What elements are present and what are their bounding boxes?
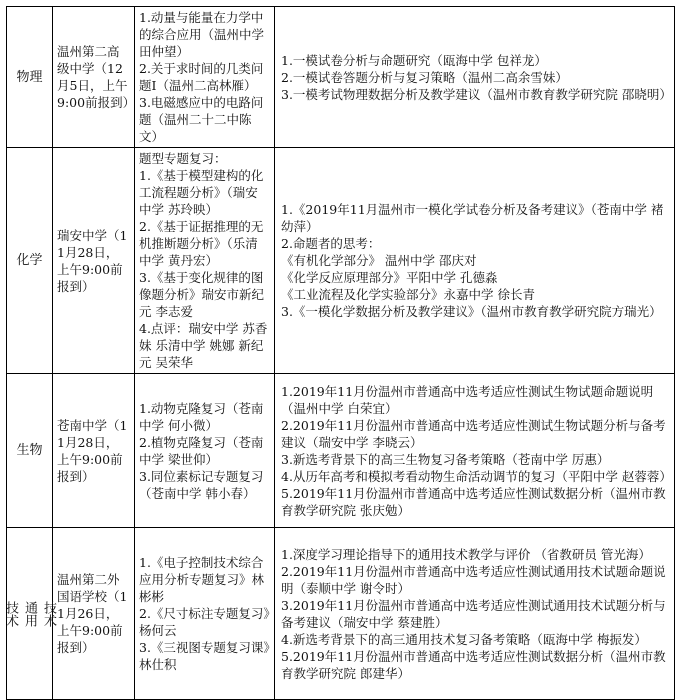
lesson-item: 3.《三视图专题复习课》林仕积	[139, 640, 270, 672]
subject-column: 技术	[3, 600, 18, 627]
lesson-item: 3.同位素标记专题复习（苍南中学 韩小春）	[139, 468, 264, 501]
lesson-item: 1.《基于模型建构的化工流程题分析》（瑞安中学 苏玲映）	[139, 168, 264, 217]
report-item: 2.2019年11月份温州市普通高中选考适应性测试生物试题分析与备考建议（瑞安中学 李晓云）	[281, 417, 666, 450]
lesson-item: 4.点评：瑞安中学 苏香妹 乐清中学 姚娜 新纪元 吴荣华	[139, 321, 268, 370]
subject-column: 通用	[22, 600, 37, 627]
venue-cell	[53, 374, 135, 528]
subject-cell	[7, 374, 53, 528]
subject-label: 物理	[16, 69, 43, 85]
lesson-item: 3.《基于变化规律的图像题分析》瑞安市新纪元 李志爱	[139, 270, 265, 319]
report-item: 3.2019年11月份温州市普通高中选考适应性测试通用技术试题分析与备考建议（瑞安中学 蔡建胜）	[281, 597, 666, 630]
lesson-item: 3.电磁感应中的电路问题（温州二十二中陈文）	[139, 95, 264, 144]
report-item: 1.深度学习理论指导下的通用技术教学与评价 （省教研员 管光海）	[281, 546, 651, 562]
venue-text: 苍南中学（11月28日，上午9:00前报到）	[57, 417, 128, 484]
lesson-cell	[135, 148, 275, 374]
lesson-item: 2.《基于证据推理的无机推断题分析》（乐清中学 黄丹宏）	[139, 219, 264, 268]
lesson-item: 2.植物克隆复习（苍南中学 梁世仰）	[139, 434, 264, 467]
report-item: 1.2019年11月份温州市普通高中选考适应性测试生物试题命题说明（温州中学 白荣宜）	[281, 383, 654, 416]
lesson-cell	[135, 7, 275, 148]
subject-column: 技术	[41, 600, 56, 627]
subject-cell	[7, 7, 53, 148]
report-item: 2.2019年11月份温州市普通高中选考适应性测试通用技术试题命题说明（泰顺中学 谢令时）	[281, 563, 666, 596]
subject-cell	[7, 148, 53, 374]
report-item: 3.一模考试物理数据分析及教学建议（温州市教育教学研究院 邵晓明）	[281, 86, 672, 102]
subject-vertical-label	[3, 600, 56, 627]
report-item: 《工业流程及化学实验部分》永嘉中学 徐长青	[281, 287, 535, 302]
schedule-table	[3, 6, 675, 700]
venue-text: 温州第二高级中学（12月5日，上午9:00前报到）	[57, 44, 136, 110]
report-item: 4.新选考背景下的高三通用技术复习备考策略（瓯海中学 梅振发）	[281, 631, 647, 647]
table-row-physics	[7, 7, 675, 148]
lesson-item: 2.《尺寸标注专题复习》杨何云	[139, 606, 270, 638]
lesson-item: 题型专题复习：	[139, 151, 227, 166]
report-item: 3.新选考背景下的高三生物复习备考策略（苍南中学 厉惠）	[281, 451, 610, 467]
table-row-biology	[7, 374, 675, 528]
report-item: 2.一模试卷答题分析与复习策略（温州二高余雪妹）	[281, 69, 568, 85]
report-cell	[275, 374, 675, 528]
venue-cell	[53, 148, 135, 374]
report-item: 1.一模试卷分析与命题研究（瓯海中学 包祥龙）	[281, 52, 547, 68]
lesson-cell	[135, 374, 275, 528]
report-item: 4.从历年高考和模拟考看动物生命活动调节的复习（平阳中学 赵蓉蓉）	[281, 468, 672, 484]
report-cell	[275, 7, 675, 148]
venue-cell	[53, 7, 135, 148]
venue-text: 瑞安中学（11月28日，上午9:00前报到）	[57, 227, 128, 294]
report-item: 《化学反应原理部分》平阳中学 孔德淼	[281, 270, 498, 285]
subject-label: 生物	[16, 443, 43, 458]
report-item: 5.2019年11月份温州市普通高中选考适应性测试数据分析（温州市教育教学研究院 张庆勉）	[281, 485, 666, 518]
table-row-chemistry	[7, 148, 675, 374]
venue-text: 温州第二外国语学校（11月26日，上午9:00前报到）	[57, 572, 128, 655]
lesson-item: 1.《电子控制技术综合应用分析专题复习》林彬彬	[139, 555, 265, 604]
report-item: 1.《2019年11月温州市一模化学试卷分析及备考建议》（苍南中学 褚幼萍）	[281, 202, 664, 234]
subject-label: 化学	[16, 253, 43, 268]
report-cell	[275, 148, 675, 374]
report-item: 5.2019年11月份温州市普通高中选考适应性测试数据分析（温州市教育教学研究院 郎建华）	[281, 648, 666, 681]
report-item: 3.《一模化学数据分析及教学建议》（温州市教育教学研究院方瑞光）	[281, 304, 662, 319]
lesson-item: 1.动物克隆复习（苍南中学 何小微）	[139, 400, 264, 433]
report-item: 《有机化学部分》 温州中学 邵庆对	[281, 253, 477, 268]
lesson-item: 2.关于求时间的几类问题Ⅰ（温州二高林雁）	[139, 61, 264, 93]
lesson-item: 1.动量与能量在力学中的综合应用（温州中学田仲望）	[139, 10, 265, 59]
report-item: 2.命题者的思考：	[281, 236, 381, 251]
